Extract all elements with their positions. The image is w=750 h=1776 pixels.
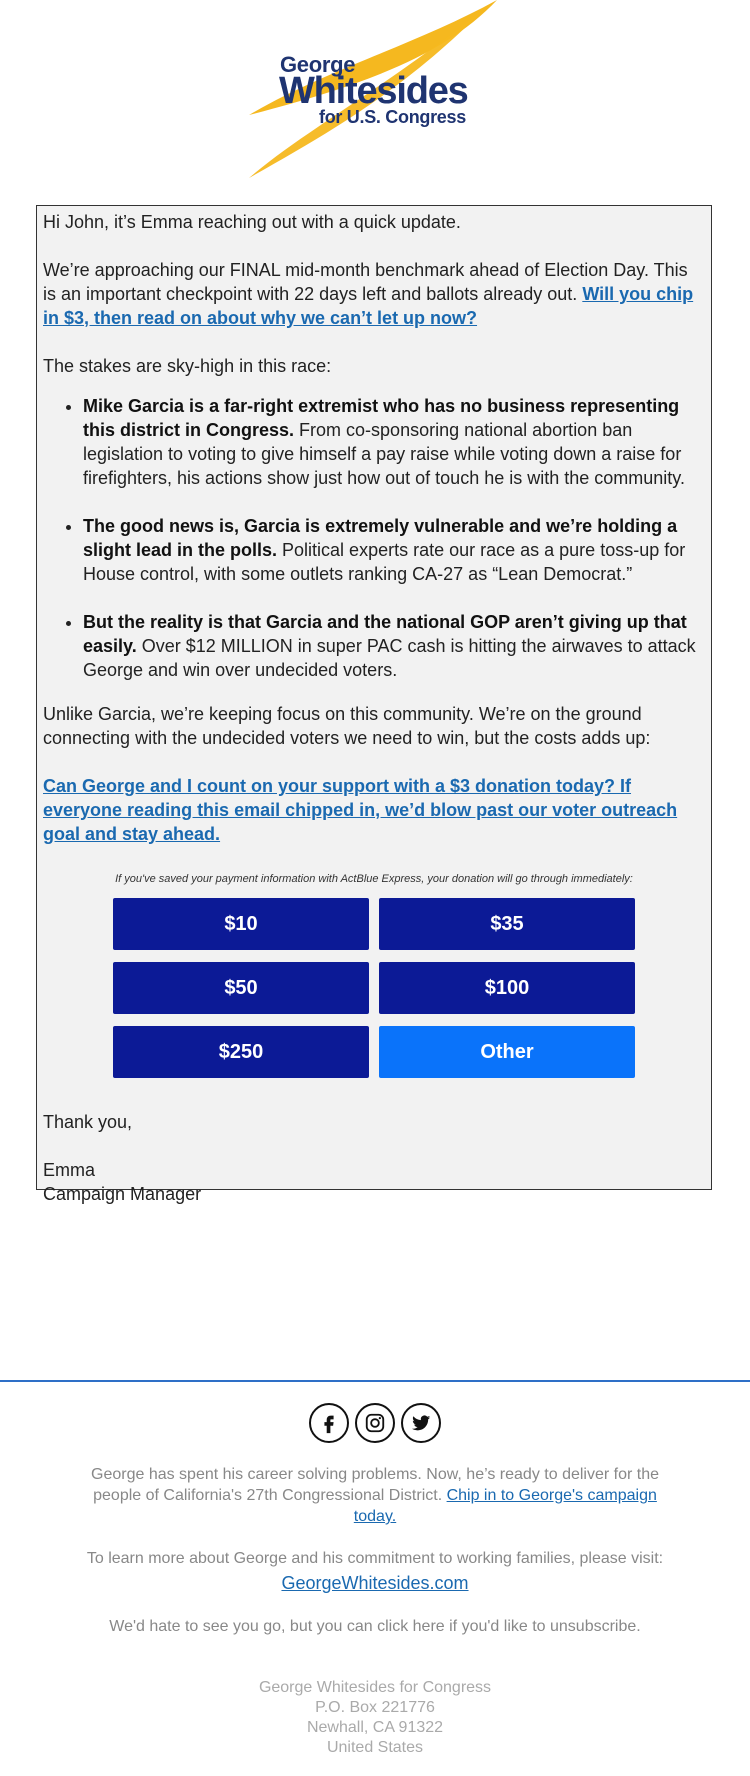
greeting: Hi John, it’s Emma reaching out with a quick update.	[43, 212, 461, 232]
donation-cta-link[interactable]: Can George and I count on your support with a $3 donation today? If everyone reading this email chipped in, we’d blow past our voter outreach goal and stay ahead.	[43, 776, 678, 844]
website-link[interactable]: GeorgeWhitesides.com	[281, 1573, 469, 1593]
donate-250-button[interactable]: $250	[113, 1026, 369, 1078]
bullet-bold-lead: The good news is, Garcia is extremely vulnerable and we’re holding a slight lead in the polls.	[83, 516, 678, 560]
footer-chip-in-link[interactable]: Chip in to George's campaign today.	[353, 1487, 657, 1525]
donate-50-button[interactable]: $50	[113, 962, 369, 1014]
learn-more-text: To learn more about George and his commitment to working families, please visit:	[86, 1550, 664, 1567]
bullet-text: From co-sponsoring national abortion ban legislation to voting to give himself a pay raise while voting down a raise for firefighters, his actions show just how out of touch he is with the community.	[83, 420, 685, 488]
footer-learn-more	[80, 1548, 670, 1595]
mailing-address	[80, 1678, 670, 1758]
email-body-card	[36, 205, 712, 1204]
bullet-text: Over $12 MILLION in super PAC cash is hitting the airwaves to attack George and win over undecided voters.	[83, 636, 696, 680]
intro-text: We’re approaching our FINAL mid-month benchmark ahead of Election Day. This is an important checkpoint with 22 days left and ballots already out.	[43, 260, 688, 304]
footer-blurb	[80, 1464, 670, 1527]
logo-first-name: George	[280, 52, 356, 77]
campaign-logo	[245, 0, 505, 180]
stakes-paragraph: The stakes are sky-high in this race:	[43, 356, 332, 376]
footer-blurb-text: George has spent his career solving problems. Now, he’s ready to deliver for the people of California's 27th Congressional District.	[91, 1466, 659, 1504]
address-line: George Whitesides for Congress	[258, 1679, 492, 1696]
bullet-bold-lead: But the reality is that Garcia and the national GOP aren’t giving up that easily.	[83, 612, 687, 656]
signoff: Thank you,	[43, 1112, 133, 1132]
donate-other-button[interactable]: Other	[379, 1026, 635, 1078]
instagram-icon[interactable]	[355, 1403, 395, 1443]
facebook-icon[interactable]	[309, 1403, 349, 1443]
signer-name: Emma	[43, 1160, 96, 1180]
list-item	[83, 610, 705, 682]
donation-button-grid	[113, 898, 635, 1078]
cta-paragraph	[43, 774, 705, 846]
donate-100-button[interactable]: $100	[379, 962, 635, 1014]
list-item	[83, 514, 705, 586]
stakes-list	[43, 394, 705, 682]
bullet-text: Political experts rate our race as a pure toss-up for House control, with some outlets ranking CA-27 as “Lean Democrat.”	[83, 540, 686, 584]
social-links	[0, 1403, 750, 1443]
donate-35-button[interactable]: $35	[379, 898, 635, 950]
address-line: Newhall, CA 91322	[306, 1719, 444, 1736]
unsubscribe-text[interactable]: We'd hate to see you go, but you can click here if you'd like to unsubscribe.	[109, 1618, 641, 1635]
bullet-bold-lead: Mike Garcia is a far-right extremist who has no business representing this district in Congress.	[83, 396, 680, 440]
chip-in-link[interactable]: Will you chip in $3, then read on about why we can’t let up now?	[43, 284, 694, 328]
logo-last-name: Whitesides	[279, 70, 468, 112]
logo-tagline: for U.S. Congress	[319, 107, 466, 127]
signer-title: Campaign Manager	[43, 1184, 202, 1204]
list-item	[83, 394, 705, 490]
footer-divider	[0, 1380, 750, 1382]
actblue-note: If you've saved your payment information with ActBlue Express, your donation will go through immediately:	[115, 873, 633, 885]
intro-paragraph	[43, 258, 705, 330]
donate-10-button[interactable]: $10	[113, 898, 369, 950]
address-line: United States	[326, 1739, 424, 1756]
twitter-icon[interactable]	[401, 1403, 441, 1443]
focus-paragraph: Unlike Garcia, we’re keeping focus on this community. We’re on the ground connecting with the undecided voters we need to win, but the costs adds up:	[43, 704, 651, 748]
address-line: P.O. Box 221776	[315, 1699, 435, 1716]
